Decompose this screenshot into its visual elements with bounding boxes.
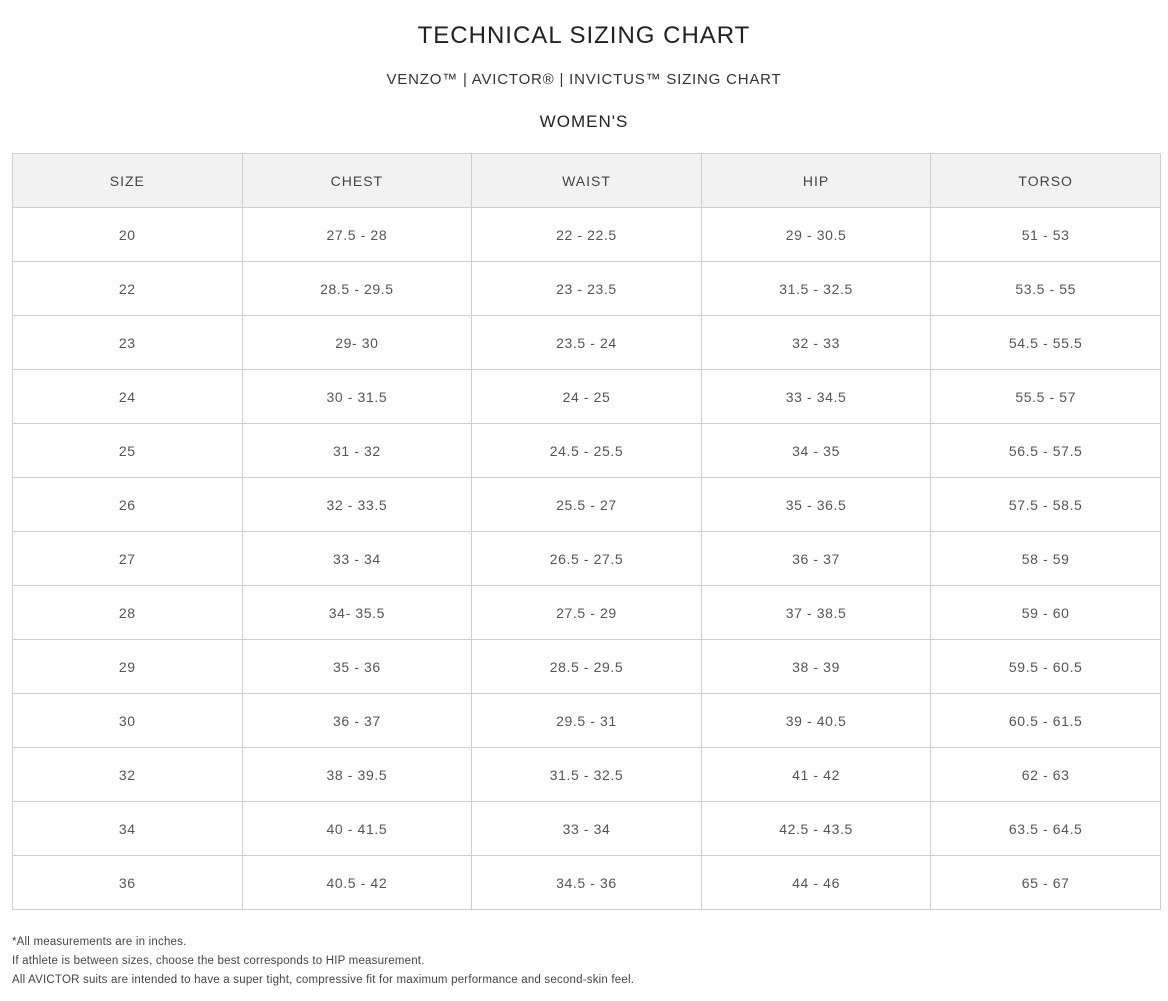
cell-waist: 23.5 - 24 — [472, 316, 702, 370]
cell-size: 32 — [13, 748, 243, 802]
cell-size: 24 — [13, 370, 243, 424]
cell-chest: 36 - 37 — [242, 694, 472, 748]
cell-hip: 31.5 - 32.5 — [701, 262, 931, 316]
table-row — [13, 856, 1161, 910]
page-title: TECHNICAL SIZING CHART — [417, 22, 751, 49]
cell-size: 28 — [13, 586, 243, 640]
header-waist: WAIST — [472, 154, 702, 208]
cell-torso: 59.5 - 60.5 — [931, 640, 1161, 694]
cell-waist: 22 - 22.5 — [472, 208, 702, 262]
table-row — [13, 262, 1161, 316]
cell-torso: 51 - 53 — [931, 208, 1161, 262]
header-chest: CHEST — [242, 154, 472, 208]
cell-chest: 30 - 31.5 — [242, 370, 472, 424]
cell-torso: 65 - 67 — [931, 856, 1161, 910]
table-row — [13, 640, 1161, 694]
table-row — [13, 748, 1161, 802]
cell-torso: 56.5 - 57.5 — [931, 424, 1161, 478]
cell-chest: 38 - 39.5 — [242, 748, 472, 802]
cell-size: 36 — [13, 856, 243, 910]
cell-torso: 63.5 - 64.5 — [931, 802, 1161, 856]
header-row — [13, 154, 1161, 208]
table-header — [13, 154, 1161, 208]
cell-size: 26 — [13, 478, 243, 532]
cell-chest: 27.5 - 28 — [242, 208, 472, 262]
cell-hip: 41 - 42 — [701, 748, 931, 802]
cell-hip: 29 - 30.5 — [701, 208, 931, 262]
table-row — [13, 586, 1161, 640]
cell-waist: 23 - 23.5 — [472, 262, 702, 316]
cell-waist: 24.5 - 25.5 — [472, 424, 702, 478]
cell-hip: 38 - 39 — [701, 640, 931, 694]
section-heading: WOMEN'S — [539, 112, 629, 131]
cell-chest: 34- 35.5 — [242, 586, 472, 640]
cell-hip: 39 - 40.5 — [701, 694, 931, 748]
footnote-between-sizes: If athlete is between sizes, choose the best corresponds to HIP measurement. — [12, 955, 425, 967]
cell-waist: 27.5 - 29 — [472, 586, 702, 640]
table-row — [13, 802, 1161, 856]
cell-chest: 40 - 41.5 — [242, 802, 472, 856]
cell-waist: 26.5 - 27.5 — [472, 532, 702, 586]
cell-size: 30 — [13, 694, 243, 748]
cell-size: 29 — [13, 640, 243, 694]
cell-size: 23 — [13, 316, 243, 370]
sizing-table — [12, 153, 1161, 910]
cell-chest: 32 - 33.5 — [242, 478, 472, 532]
cell-torso: 57.5 - 58.5 — [931, 478, 1161, 532]
footnotes — [12, 933, 1152, 990]
table-row — [13, 208, 1161, 262]
cell-waist: 33 - 34 — [472, 802, 702, 856]
cell-chest: 31 - 32 — [242, 424, 472, 478]
table-row — [13, 478, 1161, 532]
cell-waist: 28.5 - 29.5 — [472, 640, 702, 694]
chart-subtitle: VENZO™ | AVICTOR® | INVICTUS™ SIZING CHART — [386, 71, 782, 88]
header-hip: HIP — [701, 154, 931, 208]
cell-hip: 44 - 46 — [701, 856, 931, 910]
footnote-fit: All AVICTOR suits are intended to have a super tight, compressive fit for maximum performance and second-skin feel. — [12, 974, 635, 986]
cell-torso: 58 - 59 — [931, 532, 1161, 586]
cell-size: 20 — [13, 208, 243, 262]
header-size: SIZE — [13, 154, 243, 208]
cell-torso: 53.5 - 55 — [931, 262, 1161, 316]
cell-chest: 28.5 - 29.5 — [242, 262, 472, 316]
cell-waist: 25.5 - 27 — [472, 478, 702, 532]
cell-hip: 33 - 34.5 — [701, 370, 931, 424]
table-row — [13, 370, 1161, 424]
cell-hip: 37 - 38.5 — [701, 586, 931, 640]
cell-size: 25 — [13, 424, 243, 478]
header-torso: TORSO — [931, 154, 1161, 208]
table-body — [13, 208, 1161, 910]
cell-size: 27 — [13, 532, 243, 586]
cell-size: 22 — [13, 262, 243, 316]
cell-waist: 24 - 25 — [472, 370, 702, 424]
cell-hip: 36 - 37 — [701, 532, 931, 586]
cell-torso: 62 - 63 — [931, 748, 1161, 802]
cell-torso: 55.5 - 57 — [931, 370, 1161, 424]
table-row — [13, 694, 1161, 748]
cell-waist: 29.5 - 31 — [472, 694, 702, 748]
cell-hip: 32 - 33 — [701, 316, 931, 370]
table-row — [13, 424, 1161, 478]
table-row — [13, 532, 1161, 586]
cell-waist: 34.5 - 36 — [472, 856, 702, 910]
cell-hip: 35 - 36.5 — [701, 478, 931, 532]
cell-hip: 42.5 - 43.5 — [701, 802, 931, 856]
cell-hip: 34 - 35 — [701, 424, 931, 478]
footnote-measurement-units: *All measurements are in inches. — [12, 936, 187, 948]
cell-waist: 31.5 - 32.5 — [472, 748, 702, 802]
cell-chest: 35 - 36 — [242, 640, 472, 694]
cell-chest: 33 - 34 — [242, 532, 472, 586]
cell-size: 34 — [13, 802, 243, 856]
cell-chest: 40.5 - 42 — [242, 856, 472, 910]
table-row — [13, 316, 1161, 370]
cell-torso: 59 - 60 — [931, 586, 1161, 640]
cell-torso: 60.5 - 61.5 — [931, 694, 1161, 748]
cell-torso: 54.5 - 55.5 — [931, 316, 1161, 370]
cell-chest: 29- 30 — [242, 316, 472, 370]
